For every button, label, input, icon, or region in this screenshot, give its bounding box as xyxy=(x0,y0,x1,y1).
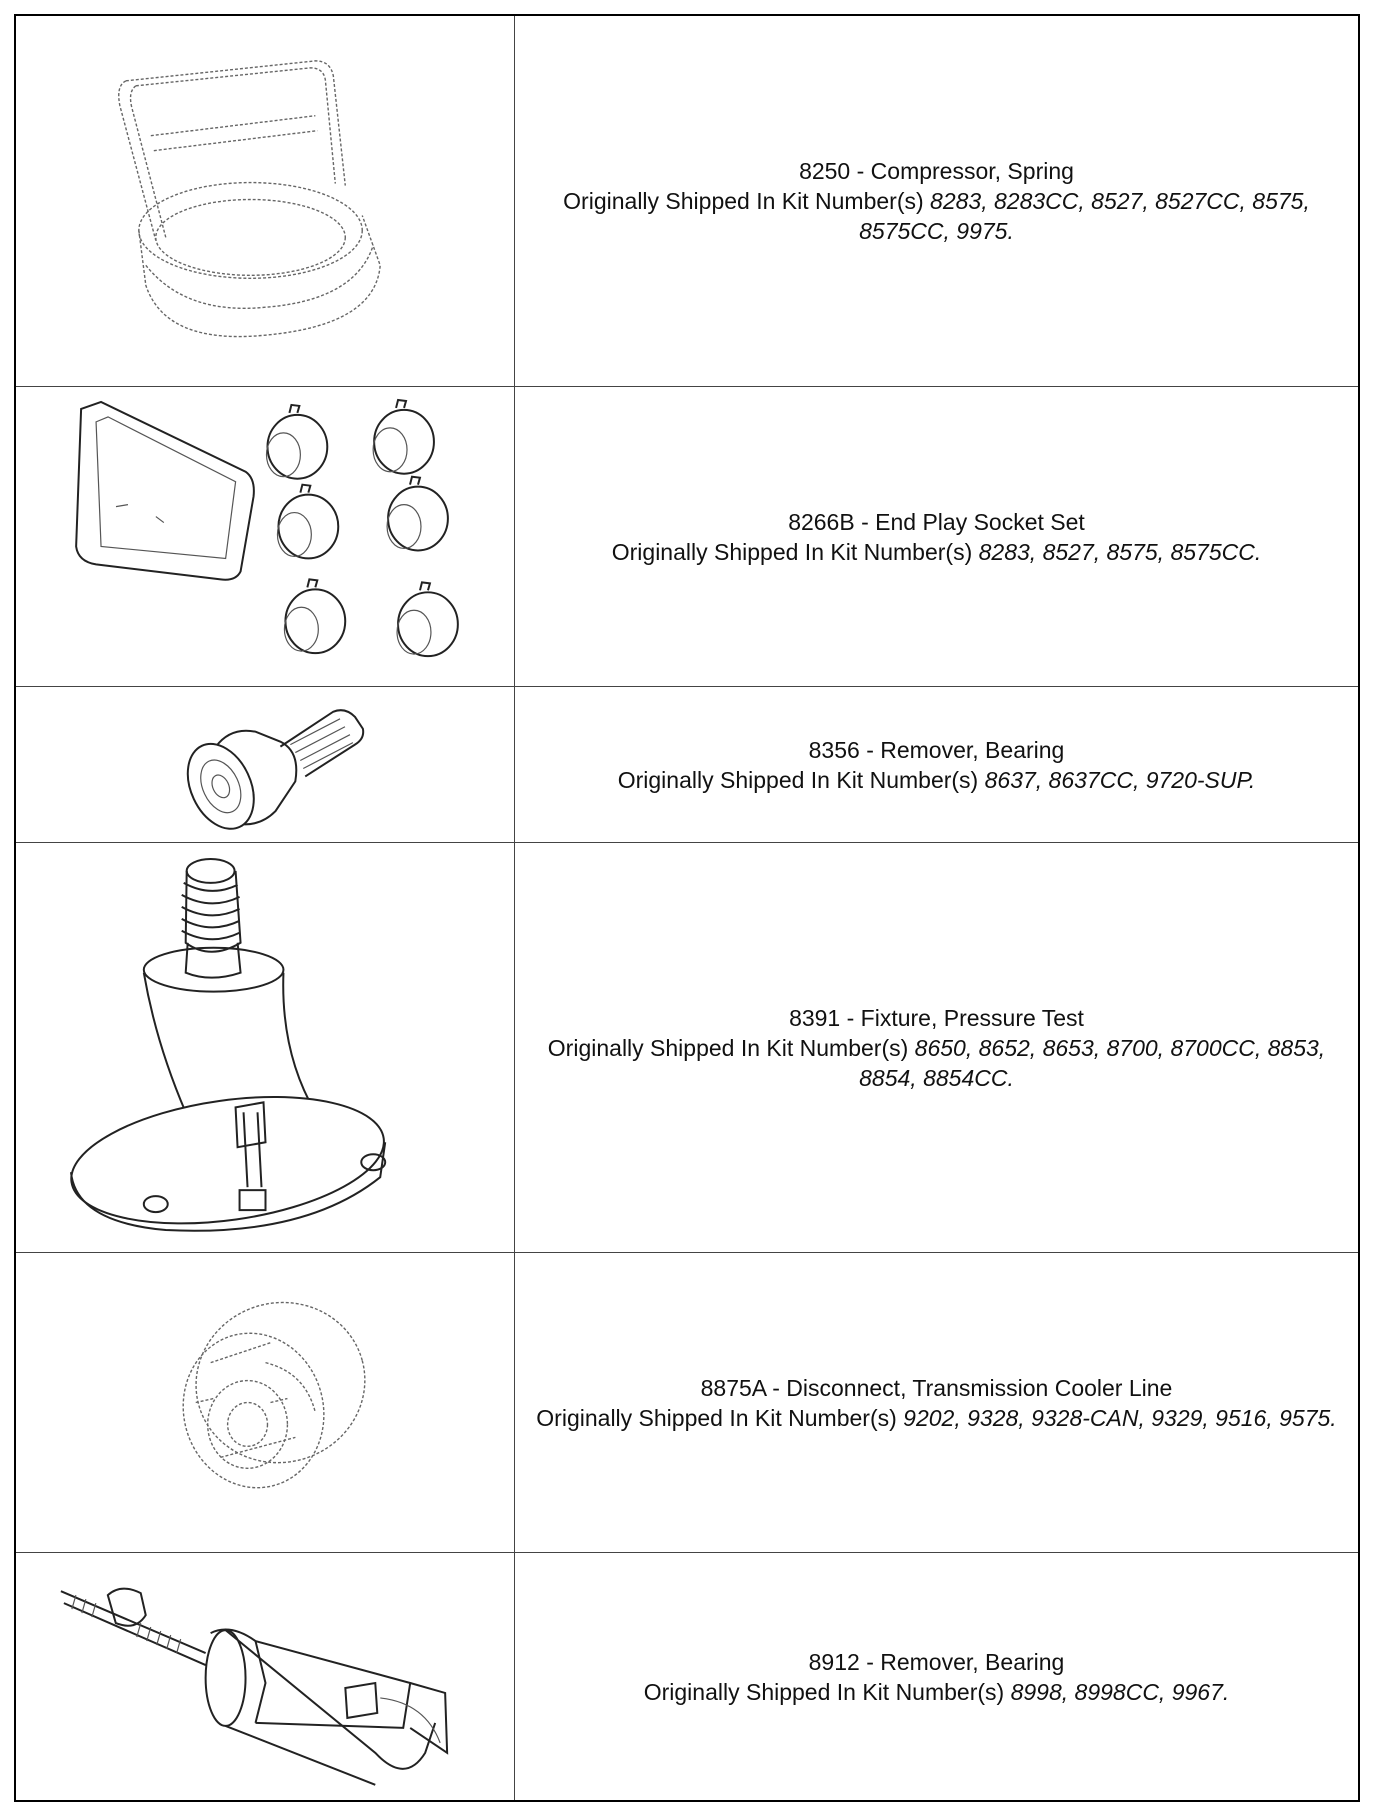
table-row xyxy=(16,843,1358,1253)
tool-description xyxy=(515,387,1358,686)
spring-compressor-illustration xyxy=(16,16,515,386)
kit-numbers: 8283, 8283CC, 8527, 8527CC, 8575, 8575CC, 9975. xyxy=(859,188,1310,244)
tool-name: 8266B - End Play Socket Set xyxy=(788,508,1085,535)
kit-prefix: Originally Shipped In Kit Number(s) xyxy=(563,188,924,214)
tool-name: 8875A - Disconnect, Transmission Cooler Line xyxy=(700,1374,1173,1401)
tool-description xyxy=(515,687,1358,842)
kit-prefix: Originally Shipped In Kit Number(s) xyxy=(643,1678,1005,1705)
kit-prefix: Originally Shipped In Kit Number(s) xyxy=(611,538,973,565)
bearing-remover-illustration xyxy=(16,687,515,842)
table-row xyxy=(16,1253,1358,1553)
bearing-remover-puller-illustration xyxy=(16,1553,515,1800)
tool-table xyxy=(14,14,1360,1802)
tool-description xyxy=(515,16,1358,386)
table-row xyxy=(16,16,1358,387)
cooler-line-disconnect-illustration xyxy=(16,1253,515,1552)
tool-description xyxy=(515,1553,1358,1800)
kit-list xyxy=(536,1403,1336,1433)
tool-description xyxy=(515,843,1358,1252)
table-row xyxy=(16,687,1358,843)
pressure-test-fixture-illustration xyxy=(16,843,515,1252)
table-row xyxy=(16,1553,1358,1800)
kit-list xyxy=(533,186,1340,246)
tool-name: 8356 - Remover, Bearing xyxy=(808,736,1065,763)
tool-description xyxy=(515,1253,1358,1552)
kit-list xyxy=(644,1677,1230,1707)
kit-numbers: 8650, 8652, 8653, 8700, 8700CC, 8853, 8854, 8854CC. xyxy=(859,1034,1326,1091)
tool-name: 8391 - Fixture, Pressure Test xyxy=(789,1004,1084,1031)
socket-set-illustration xyxy=(16,387,515,686)
kit-prefix: Originally Shipped In Kit Number(s) xyxy=(547,1034,909,1061)
kit-numbers: 9202, 9328, 9328-CAN, 9329, 9516, 9575. xyxy=(903,1404,1337,1431)
kit-numbers: 8998, 8998CC, 9967. xyxy=(1010,1678,1230,1705)
kit-prefix: Originally Shipped In Kit Number(s) xyxy=(617,766,979,793)
kit-list xyxy=(533,1033,1340,1093)
tool-name: 8250 - Compressor, Spring xyxy=(799,158,1074,184)
kit-numbers: 8637, 8637CC, 9720-SUP. xyxy=(984,766,1256,793)
tool-name: 8912 - Remover, Bearing xyxy=(808,1648,1065,1675)
kit-numbers: 8283, 8527, 8575, 8575CC. xyxy=(978,538,1262,565)
kit-list xyxy=(618,765,1256,795)
kit-prefix: Originally Shipped In Kit Number(s) xyxy=(536,1404,897,1431)
table-row xyxy=(16,387,1358,687)
kit-list xyxy=(612,537,1262,567)
